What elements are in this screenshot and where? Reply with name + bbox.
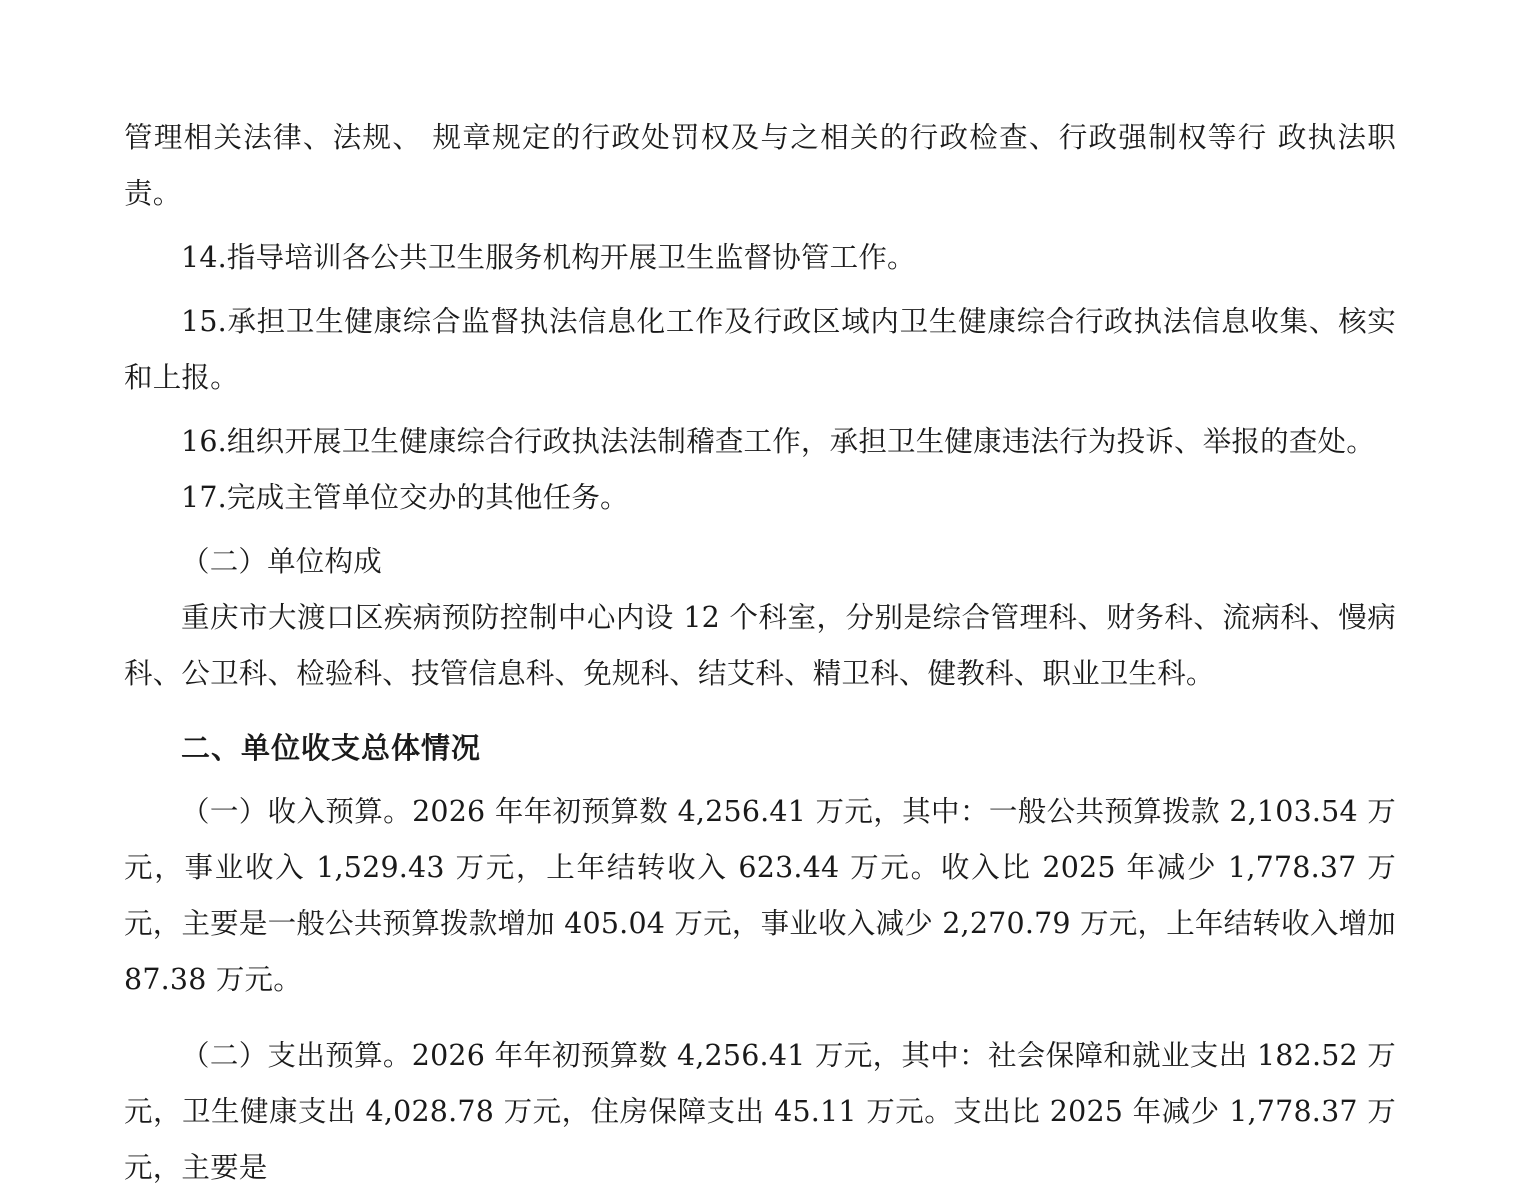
paragraph-item-15: 15.承担卫生健康综合监督执法信息化工作及行政区域内卫生健康综合行政执法信息收集、核实和上报。	[124, 305, 1396, 394]
paragraph-item-14: 14.指导培训各公共卫生服务机构开展卫生监督协管工作。	[181, 241, 916, 274]
paragraph-subsection-unit-composition-title: （二）单位构成	[181, 545, 382, 578]
paragraph-item-17: 17.完成主管单位交办的其他任务。	[181, 481, 629, 514]
paragraph-income-budget: （一）收入预算。2026 年年初预算数 4,256.41 万元，其中：一般公共预算拨款 2,103.54 万元，事业收入 1,529.43 万元，上年结转收入 623.44 万元。收入比 2025 年减少 1,778.37 万元，主要是一般公共预算拨款增加 405.04 万元，事业收入减少 2,270.79 万元，上年结转收入增加 87.38 万元。	[124, 795, 1396, 996]
paragraph-expense-budget: （二）支出预算。2026 年年初预算数 4,256.41 万元，其中：社会保障和就业支出 182.52 万元，卫生健康支出 4,028.78 万元，住房保障支出 45.11 万元。支出比 2025 年减少 1,778.37 万元，主要是	[124, 1039, 1396, 1184]
paragraph-item-16: 16.组织开展卫生健康综合行政执法法制稽查工作，承担卫生健康违法行为投诉、举报的查处。	[181, 425, 1375, 458]
paragraph-continued: 管理相关法律、法规、 规章规定的行政处罚权及与之相关的行政检查、行政强制权等行 政执法职责。	[124, 121, 1396, 210]
section-heading-overall-revenue-expenditure: 二、单位收支总体情况	[181, 731, 482, 765]
paragraph-unit-composition: 重庆市大渡口区疾病预防控制中心内设 12 个科室，分别是综合管理科、财务科、流病科、慢病科、公卫科、检验科、技管信息科、免规科、结艾科、精卫科、健教科、职业卫生科。	[124, 601, 1396, 690]
